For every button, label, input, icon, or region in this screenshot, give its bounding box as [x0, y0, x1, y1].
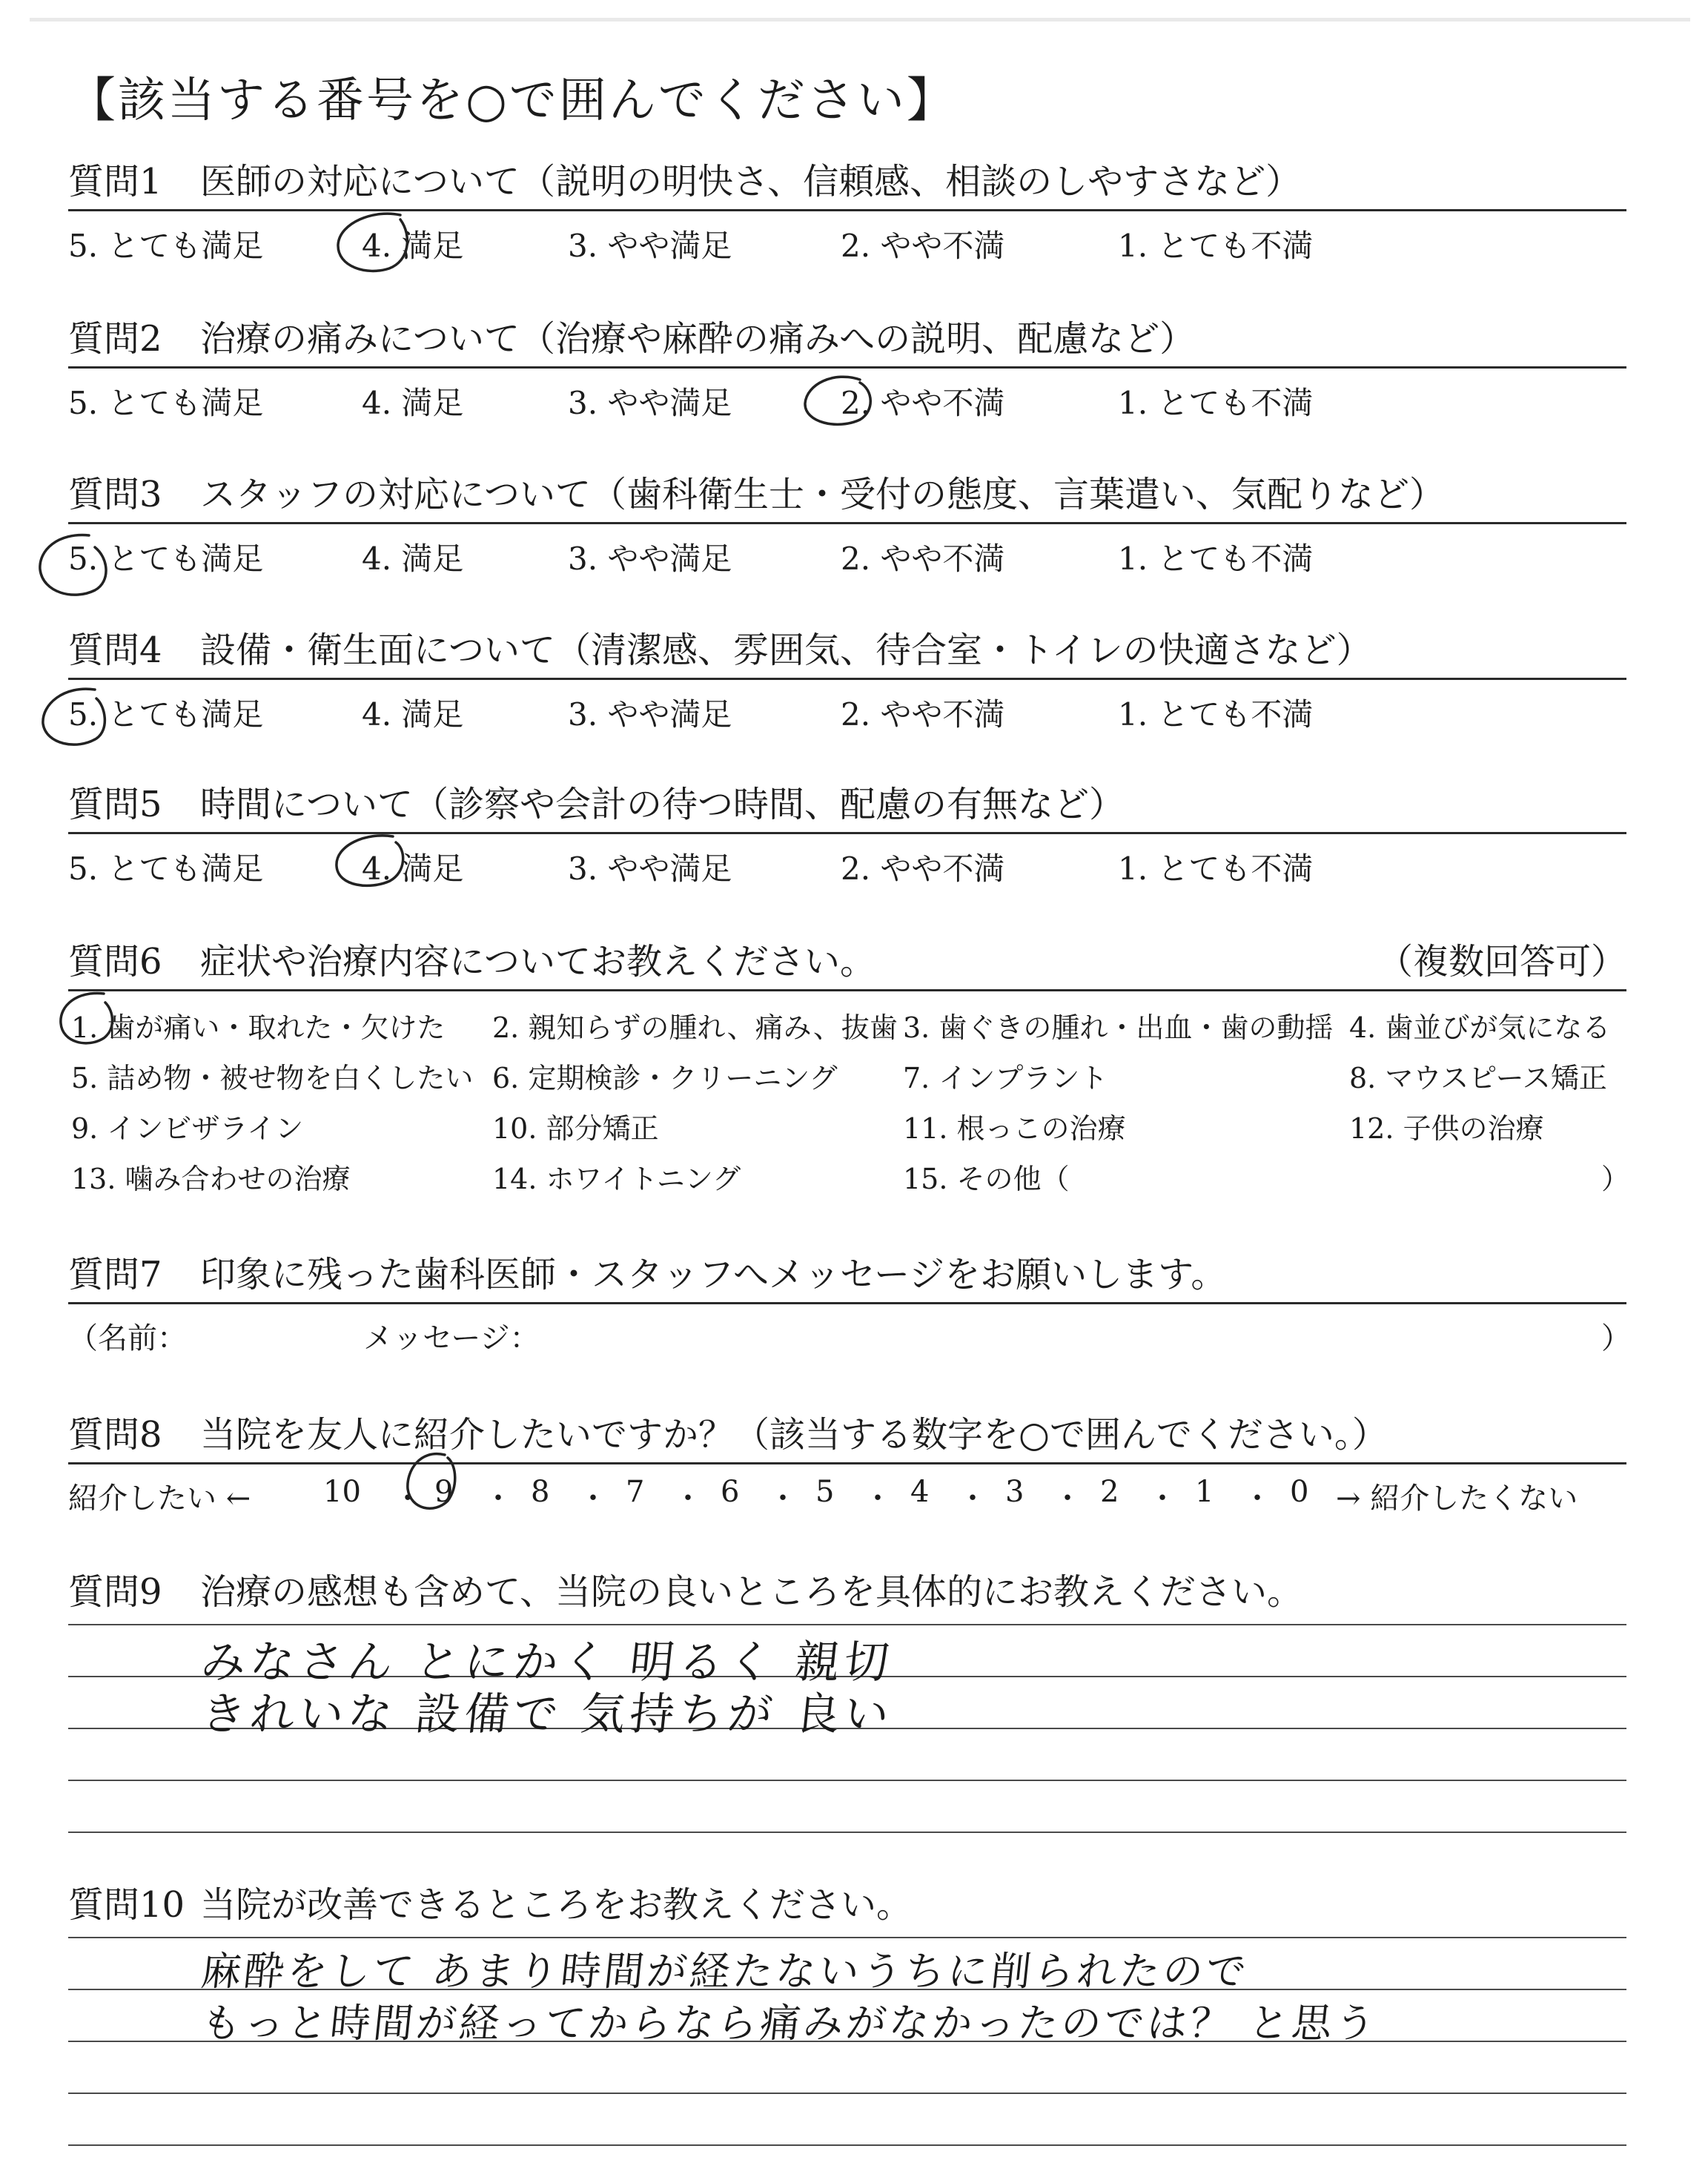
multiple-answers-note: （複数回答可）	[1377, 941, 1626, 982]
symptom-option-other[interactable]: 15. その他（	[903, 1163, 1070, 1195]
question-7	[68, 1246, 1631, 1356]
answer-line	[68, 1624, 1626, 1625]
option-4[interactable]: 4. 満足	[362, 851, 464, 887]
option-5[interactable]: 5. とても満足	[68, 696, 264, 733]
question-number: 質問9	[68, 1571, 162, 1613]
scale-value[interactable]: 10	[323, 1475, 361, 1509]
option-4[interactable]: 4. 満足	[362, 696, 464, 733]
option-5[interactable]: 5. とても満足	[68, 851, 264, 887]
question-number: 質問7	[68, 1254, 162, 1295]
question-text: 治療の感想も含めて、当院の良いところを具体的にお教えください。	[200, 1571, 1303, 1613]
symptom-option[interactable]: 10. 部分矯正	[492, 1112, 659, 1145]
closing-paren: ）	[1601, 1321, 1631, 1355]
scale-value[interactable]: 2	[1100, 1475, 1119, 1509]
option-4[interactable]: 4. 満足	[362, 385, 464, 421]
option-3[interactable]: 3. やや満足	[568, 541, 732, 577]
question-8	[68, 1406, 1626, 1516]
question-text: スタッフの対応について（歯科衛生士・受付の態度、言葉遣い、気配りなど）	[200, 474, 1446, 515]
question-text: 症状や治療内容についてお教えください。	[200, 941, 876, 982]
option-2[interactable]: 2. やや不満	[841, 541, 1005, 577]
scale-dot: ・	[958, 1482, 987, 1516]
scale-value[interactable]: 9	[434, 1475, 454, 1509]
scale-value[interactable]: 1	[1195, 1475, 1214, 1509]
top-border	[30, 18, 1690, 22]
option-5[interactable]: 5. とても満足	[68, 541, 264, 577]
scale-left-label: 紹介したい ←	[68, 1482, 251, 1516]
question-2	[68, 310, 1626, 420]
question-text: 当院を友人に紹介したいですか？（該当する数字を○で囲んでください。）	[200, 1414, 1388, 1456]
scale-dot: ・	[673, 1482, 703, 1516]
option-3[interactable]: 3. やや満足	[568, 851, 732, 887]
option-3[interactable]: 3. やや満足	[568, 696, 732, 733]
question-text: 印象に残った歯科医師・スタッフへメッセージをお願いします。	[200, 1254, 1227, 1295]
question-number: 質問8	[68, 1414, 162, 1456]
option-1[interactable]: 1. とても不満	[1118, 385, 1314, 421]
symptom-options	[68, 991, 1630, 1199]
question-1	[68, 153, 1626, 263]
handwritten-answer: もっと時間が経ってからなら痛みがなかったのでは？ と思う	[199, 2000, 1381, 2047]
option-1[interactable]: 1. とても不満	[1118, 228, 1314, 264]
scale-dot: ・	[1148, 1482, 1177, 1516]
answer-line	[68, 2093, 1626, 2094]
symptom-option[interactable]: 8. マウスピース矯正	[1349, 1062, 1607, 1094]
handwritten-answer: きれいな 設備で 気持ちが 良い	[198, 1688, 896, 1740]
closing-paren: ）	[1601, 1163, 1630, 1195]
option-1[interactable]: 1. とても不満	[1118, 851, 1314, 887]
scale-value[interactable]: 8	[531, 1475, 550, 1509]
symptom-option[interactable]: 6. 定期検診・クリーニング	[492, 1062, 838, 1094]
scale-value[interactable]: 3	[1005, 1475, 1025, 1509]
scale-value[interactable]: 0	[1290, 1475, 1309, 1509]
option-4[interactable]: 4. 満足	[362, 228, 464, 264]
option-2[interactable]: 2. やや不満	[841, 851, 1005, 887]
question-number: 質問4	[68, 630, 162, 671]
option-3[interactable]: 3. やや満足	[568, 385, 732, 421]
scale-value[interactable]: 5	[815, 1475, 835, 1509]
question-number: 質問6	[68, 941, 162, 982]
handwritten-answer: 麻酔をして あまり時間が経たないうちに削られたので	[199, 1948, 1252, 1995]
symptom-option[interactable]: 11. 根っこの治療	[903, 1112, 1126, 1145]
option-5[interactable]: 5. とても満足	[68, 228, 264, 264]
question-3	[68, 466, 1626, 576]
question-5	[68, 776, 1626, 886]
question-text: 時間について（診察や会計の待つ時間、配慮の有無など）	[200, 784, 1125, 825]
question-9	[68, 1563, 1626, 1619]
scale-value[interactable]: 6	[721, 1475, 740, 1509]
option-4[interactable]: 4. 満足	[362, 541, 464, 577]
symptom-option[interactable]: 14. ホワイトニング	[492, 1163, 741, 1195]
option-2[interactable]: 2. やや不満	[841, 385, 1005, 421]
scale-dot: ・	[768, 1482, 798, 1516]
page-heading: 【該当する番号を○で囲んでください】	[68, 73, 956, 128]
question-text: 医師の対応について（説明の明快さ、信頼感、相談のしやすさなど）	[200, 161, 1302, 202]
scale-dot: ・	[483, 1482, 513, 1516]
symptom-option[interactable]: 9. インビザライン	[71, 1112, 304, 1145]
option-2[interactable]: 2. やや不満	[841, 696, 1005, 733]
question-number: 質問3	[68, 474, 162, 515]
question-text: 設備・衛生面について（清潔感、雰囲気、待合室・トイレの快適さなど）	[200, 630, 1372, 671]
symptom-option[interactable]: 2. 親知らずの腫れ、痛み、抜歯	[492, 1011, 898, 1044]
scale-dot: ・	[1053, 1482, 1082, 1516]
handwritten-answer: みなさん とにかく 明るく 親切	[198, 1636, 896, 1688]
scale-dot: ・	[863, 1482, 893, 1516]
option-1[interactable]: 1. とても不満	[1118, 696, 1314, 733]
symptom-option[interactable]: 7. インプラント	[903, 1062, 1108, 1094]
option-2[interactable]: 2. やや不満	[841, 228, 1005, 264]
symptom-option[interactable]: 3. 歯ぐきの腫れ・出血・歯の動揺	[903, 1011, 1334, 1044]
answer-line	[68, 1832, 1626, 1833]
question-text: 治療の痛みについて（治療や麻酔の痛みへの説明、配慮など）	[200, 318, 1196, 360]
scale-dot: ・	[578, 1482, 608, 1516]
question-4	[68, 621, 1626, 732]
question-number: 質問5	[68, 784, 162, 825]
scale-value[interactable]: 4	[910, 1475, 930, 1509]
question-text: 当院が改善できるところをお教えください。	[200, 1884, 913, 1926]
answer-line	[68, 1937, 1626, 1938]
option-1[interactable]: 1. とても不満	[1118, 541, 1314, 577]
answer-line	[68, 2144, 1626, 2146]
question-6	[68, 933, 1630, 1199]
symptom-option[interactable]: 13. 噛み合わせの治療	[71, 1163, 351, 1195]
option-5[interactable]: 5. とても満足	[68, 385, 264, 421]
question-number: 質問10	[68, 1884, 185, 1926]
symptom-option[interactable]: 12. 子供の治療	[1349, 1112, 1544, 1145]
scale-dot: ・	[1242, 1482, 1272, 1516]
scale-right-label: → 紹介したくない	[1336, 1482, 1578, 1516]
message-label: メッセージ：	[363, 1321, 540, 1355]
question-10	[68, 1876, 1626, 1932]
scale-dot: ・	[393, 1482, 423, 1516]
scale-value[interactable]: 7	[626, 1475, 645, 1509]
recommend-scale	[68, 1464, 1626, 1516]
answer-line	[68, 1780, 1626, 1781]
question-number: 質問1	[68, 161, 162, 202]
symptom-option[interactable]: 5. 詰め物・被せ物を白くしたい	[71, 1062, 474, 1094]
name-label: （名前：	[68, 1321, 187, 1355]
symptom-option[interactable]: 1. 歯が痛い・取れた・欠けた	[71, 1011, 446, 1044]
symptom-option[interactable]: 4. 歯並びが気になる	[1349, 1011, 1611, 1044]
option-3[interactable]: 3. やや満足	[568, 228, 732, 264]
question-number: 質問2	[68, 318, 162, 360]
